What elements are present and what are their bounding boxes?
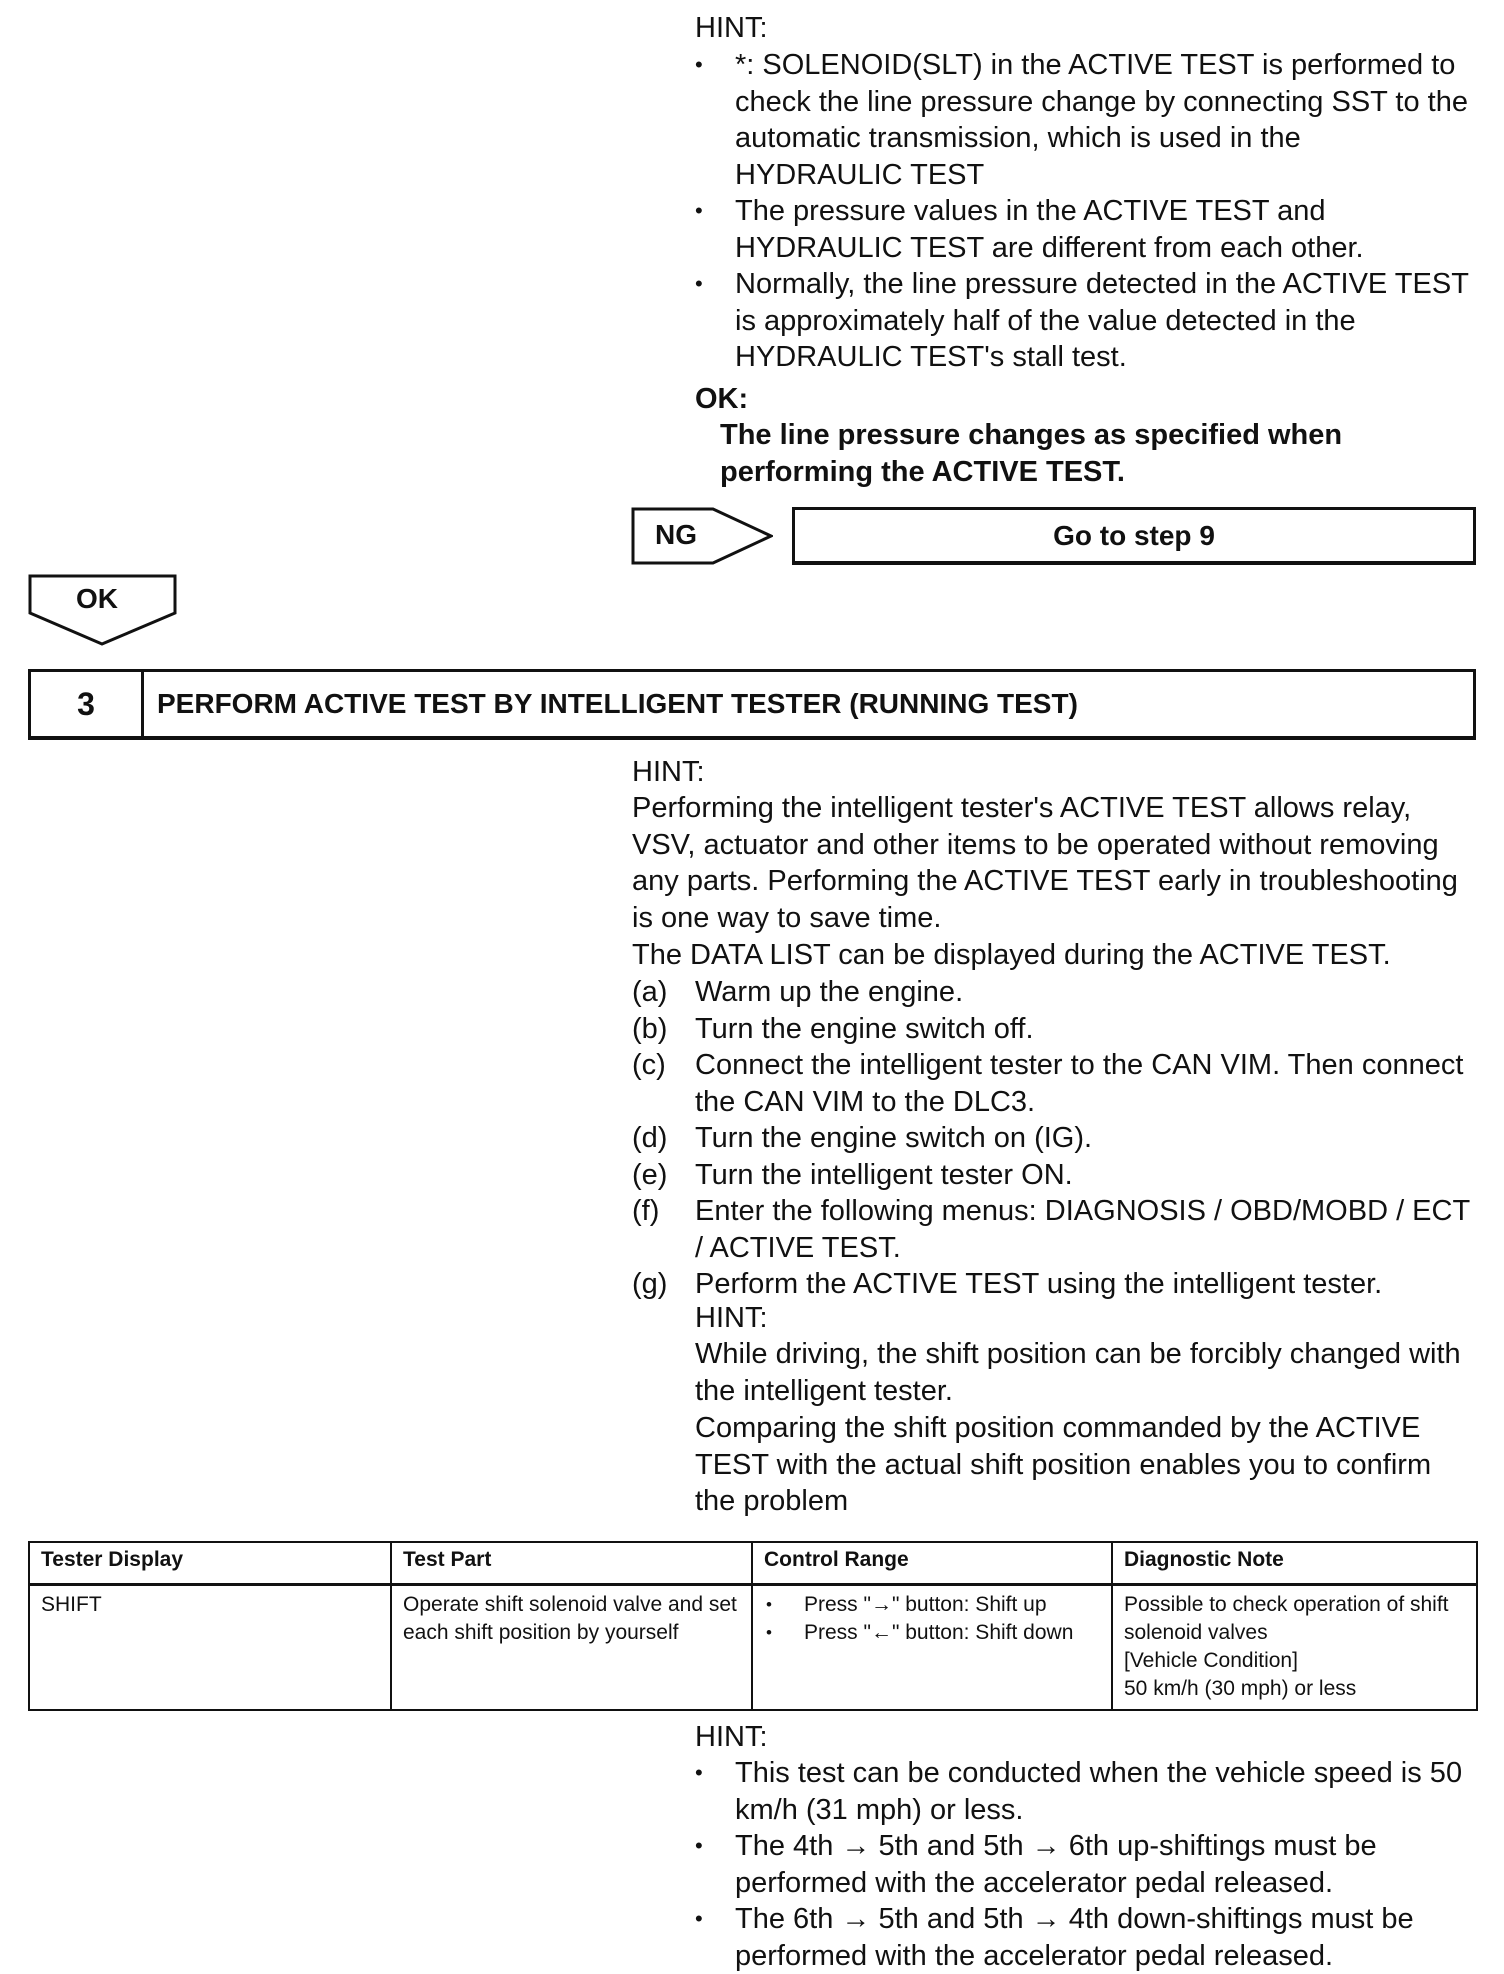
table-cell: SHIFT	[29, 1585, 391, 1711]
procedure-item	[632, 1157, 1476, 1194]
step-title: PERFORM ACTIVE TEST BY INTELLIGENT TESTER (RUNNING TEST)	[157, 688, 1078, 719]
ng-arrow-shape	[631, 507, 773, 565]
ng-arrow	[631, 507, 773, 565]
procedure-label: (e)	[632, 1158, 668, 1191]
procedure-item	[632, 1011, 1476, 1048]
procedure-label: (g)	[632, 1268, 668, 1300]
list-item: • The 6th → 5th and 5th → 4th down-shiftings must be performed with the accelerator pedal released.	[695, 1901, 1475, 1974]
table-cell	[1112, 1585, 1477, 1711]
go-to-step-text: Go to step 9	[1053, 519, 1215, 551]
procedure-list	[632, 974, 1476, 1303]
diagnostic-note: [Vehicle Condition]	[1124, 1649, 1298, 1672]
list-item: • This test can be conducted when the vehicle speed is 50 km/h (31 mph) or less.	[695, 1755, 1475, 1828]
active-test-table	[28, 1541, 1478, 1711]
step-header	[28, 669, 1476, 740]
ng-label: NG	[655, 519, 697, 550]
table-cell: Operate shift solenoid valve and set each shift position by yourself	[391, 1585, 752, 1711]
ok-arrow	[28, 574, 178, 646]
control-range-list	[764, 1591, 1100, 1647]
procedure-label: (d)	[632, 1122, 668, 1154]
procedure-text: Enter the following menus: DIAGNOSIS / OBD/MOBD / ECT / ACTIVE TEST.	[695, 1195, 1470, 1264]
procedure-item	[632, 1120, 1476, 1157]
top-hint-list	[695, 47, 1475, 376]
table-header: Tester Display	[29, 1542, 391, 1585]
list-item: • Normally, the line pressure detected in the ACTIVE TEST is approximately half of the value detected in the HYDRAULIC TEST's stall test.	[695, 266, 1475, 376]
g-hint-label: HINT:	[695, 1302, 768, 1334]
step-hint-paragraph: The DATA LIST can be displayed during the ACTIVE TEST.	[632, 939, 1391, 971]
procedure-label: (c)	[632, 1049, 666, 1081]
procedure-item	[632, 974, 1476, 1011]
diagnostic-note: 50 km/h (30 mph) or less	[1124, 1677, 1357, 1700]
table-header: Test Part	[391, 1542, 752, 1585]
procedure-label: (f)	[632, 1195, 660, 1227]
ok-spec-text: The line pressure changes as specified when performing the ACTIVE TEST.	[720, 419, 1343, 488]
procedure-label: (a)	[632, 976, 668, 1008]
procedure-item	[632, 1047, 1476, 1120]
g-hint-paragraph: While driving, the shift position can be forcibly changed with the intelligent tester.	[695, 1338, 1461, 1407]
procedure-text: Perform the ACTIVE TEST using the intelligent tester.	[695, 1268, 1383, 1300]
list-item: • Press "→" button: Shift up	[764, 1591, 1100, 1619]
list-item: • The pressure values in the ACTIVE TEST and HYDRAULIC TEST are different from each other.	[695, 193, 1475, 266]
list-item: • Press "←" button: Shift down	[764, 1619, 1100, 1647]
bottom-hint-label: HINT:	[695, 1721, 768, 1753]
list-item: • The 4th → 5th and 5th → 6th up-shiftings must be performed with the accelerator pedal released.	[695, 1828, 1475, 1901]
table-header-row	[29, 1542, 1477, 1585]
procedure-label: (b)	[632, 1012, 668, 1045]
procedure-text: Turn the engine switch off.	[695, 1012, 1034, 1045]
procedure-item	[632, 1266, 1476, 1303]
ok-spec-label: OK:	[695, 383, 749, 415]
step-hint-label: HINT:	[632, 756, 705, 788]
procedure-text: Connect the intelligent tester to the CAN VIM. Then connect the CAN VIM to the DLC3.	[695, 1049, 1464, 1118]
procedure-item	[632, 1193, 1476, 1266]
bottom-hint-list	[695, 1755, 1475, 1974]
go-to-step-box[interactable]	[792, 507, 1476, 565]
table-header: Diagnostic Note	[1112, 1542, 1477, 1585]
list-item: • *: SOLENOID(SLT) in the ACTIVE TEST is performed to check the line pressure change by connecting SST to the automatic transmission, which is used in the HYDRAULIC TEST	[695, 47, 1475, 193]
g-hint-paragraph: Comparing the shift position commanded by the ACTIVE TEST with the actual shift position enables you to confirm the problem	[695, 1412, 1432, 1517]
table-row	[29, 1585, 1477, 1711]
ok-label: OK	[76, 583, 118, 614]
table-cell	[752, 1585, 1112, 1711]
step-number: 3	[31, 672, 144, 736]
procedure-text: Warm up the engine.	[695, 976, 964, 1008]
diagnostic-note: Possible to check operation of shift solenoid valves	[1124, 1593, 1449, 1644]
table-header: Control Range	[752, 1542, 1112, 1585]
procedure-text: Turn the engine switch on (IG).	[695, 1122, 1093, 1154]
top-hint-label: HINT:	[695, 12, 768, 44]
procedure-text: Turn the intelligent tester ON.	[695, 1158, 1073, 1191]
step-hint-paragraph: Performing the intelligent tester's ACTIVE TEST allows relay, VSV, actuator and other items to be operated without removing any parts. Performing the ACTIVE TEST early in troubleshooting is one way to save time.	[632, 792, 1458, 934]
